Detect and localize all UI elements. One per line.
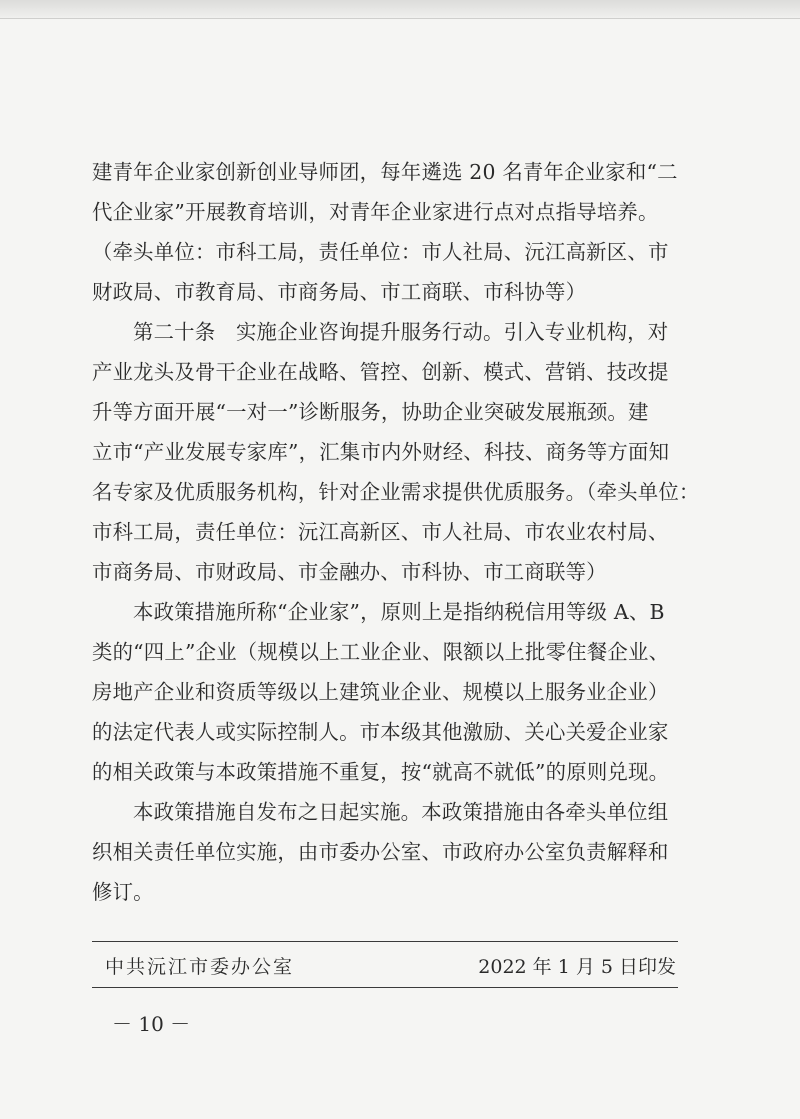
issue-date: 2022 年 1 月 5 日印发 [478,956,676,978]
document-body [92,152,698,912]
text-line: 的相关政策与本政策措施不重复，按“就高不就低”的原则兑现。 [92,760,670,784]
text-line: 第二十条 实施企业咨询提升服务行动。引入专业机构，对 [133,320,669,344]
text-line: 财政局、市教育局、市商务局、市工商联、市科协等） [92,280,587,304]
text-line: 市商务局、市财政局、市金融办、市科协、市工商联等） [92,560,607,584]
issuer-name: 中共沅江市委办公室 [105,956,295,978]
paragraph-article-20 [92,312,698,592]
text-line: 修订。 [92,880,154,904]
paragraph-definition [92,592,698,792]
paragraph-continuation [92,152,698,312]
text-line: 市科工局，责任单位：沅江高新区、市人社局、市农业农村局、 [92,520,669,544]
text-line: 的法定代表人或实际控制人。市本级其他激励、关心关爱企业家 [92,720,669,744]
text-line: 织相关责任单位实施，由市委办公室、市政府办公室负责解释和 [92,840,669,864]
footer-bottom-rule [92,987,678,988]
text-line: 类的“四上”企业（规模以上工业企业、限额以上批零住餐企业、 [92,640,670,664]
footer-top-rule [92,941,678,942]
text-line: 名专家及优质服务机构，针对企业需求提供优质服务。（牵头单位： [92,480,700,504]
text-line: 代企业家”开展教育培训，对青年企业家进行点对点指导培养。 [92,200,659,224]
page-number: － 10 － [112,1012,191,1036]
text-line: （牵头单位：市科工局，责任单位：市人社局、沅江高新区、市 [92,240,669,264]
paragraph-effective [92,792,698,912]
text-line: 产业龙头及骨干企业在战略、管控、创新、模式、营销、技改提 [92,360,669,384]
text-line: 建青年企业家创新创业导师团，每年遴选 20 名青年企业家和“二 [92,160,678,184]
text-line: 立市“产业发展专家库”，汇集市内外财经、科技、商务等方面知 [92,440,670,464]
text-line: 本政策措施自发布之日起实施。本政策措施由各牵头单位组 [133,800,669,824]
text-line: 房地产企业和资质等级以上建筑业企业、规模以上服务业企业） [92,680,669,704]
text-line: 本政策措施所称“企业家”，原则上是指纳税信用等级 A、B [133,600,665,624]
text-line: 升等方面开展“一对一”诊断服务，协助企业突破发展瓶颈。建 [92,400,649,424]
